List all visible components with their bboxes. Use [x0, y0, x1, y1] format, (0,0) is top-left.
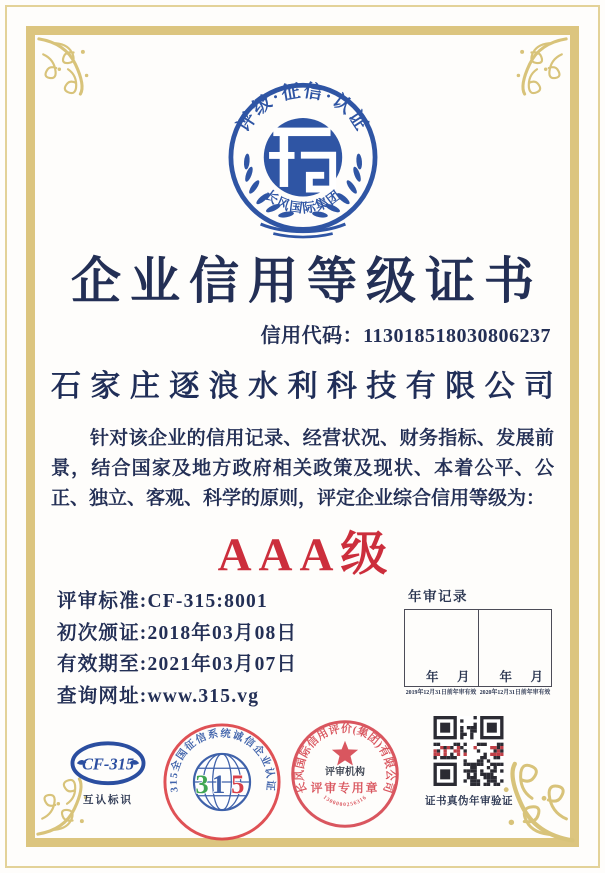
- svg-text:1300000256316: [322, 795, 369, 809]
- credit-code: 信用代码：113018518030806237: [260, 325, 551, 347]
- cf315-badge-text: CF-315: [81, 754, 135, 774]
- detail-query-url: 查询网址:www.315.vg: [57, 685, 260, 707]
- annual-review-notes: [404, 687, 552, 696]
- corner-flourish-icon: [37, 37, 99, 99]
- company-name: 石家庄逐浪水利科技有限公司: [51, 370, 554, 403]
- year-month-placeholder: 年 月: [499, 670, 546, 684]
- year-month-placeholder: 年 月: [425, 670, 473, 684]
- credit-rating-grade: AAA级: [217, 529, 395, 581]
- verification-qr-code: [431, 716, 506, 786]
- review-agency-seal: [288, 717, 402, 831]
- seal-purpose-text: 评审专用章: [310, 781, 380, 796]
- seal-ring-text: 长风国际信用评价(集团)有限公司: [294, 723, 396, 795]
- corner-flourish-icon: [506, 37, 568, 99]
- annual-review-cell: [405, 610, 479, 686]
- evaluation-paragraph: 针对该企业的信用记录、经营状况、财务指标、发展前景，结合国家及地方政府相关政策及现状、本着公平、公正、独立、客观、科学的原则，评定企业综合信用等级为：: [51, 428, 554, 509]
- detail-valid-until: 有效期至:2021年03月07日: [57, 654, 298, 675]
- issuer-emblem-logo: [197, 64, 409, 244]
- certificate-title: 企业信用等级证书: [71, 253, 543, 309]
- qr-verification-label: 证书真伪年审验证: [425, 796, 513, 807]
- globe-stamp-ring-text: 315全国征信系统诚信企业认证: [168, 728, 276, 793]
- seal-serial-number: 1300000256316: [321, 794, 369, 809]
- annual-review-table: [404, 609, 552, 687]
- emblem-arc-text: 评级·征信·认证: [232, 80, 373, 136]
- emblem-pedestal-arc: [273, 234, 332, 237]
- annual-review-panel: [404, 585, 554, 696]
- globe-315-stamp: [161, 721, 283, 843]
- review-agency-printed-label: 评审机构: [325, 766, 365, 778]
- star-icon: [332, 741, 358, 766]
- annual-review-cell: [479, 610, 552, 686]
- emblem-bottom-text: 长风国际集团: [261, 187, 344, 216]
- emblem-xin-mark: [263, 118, 341, 196]
- annual-review-title: 年审记录: [408, 589, 468, 604]
- detail-review-standard: 评审标准:CF-315:8001: [57, 591, 268, 612]
- review-note: 2019年12月31日前年审有效: [405, 690, 477, 696]
- certificate-details: [57, 586, 297, 712]
- cf315-badge: [69, 739, 147, 789]
- mutual-recognition-label: 互认标识: [83, 795, 133, 806]
- review-note: 2020年12月31日前年审有效: [479, 690, 551, 696]
- globe-315-digits: 3 1 5: [195, 768, 245, 799]
- detail-first-issued: 初次颁证:2018年03月08日: [57, 622, 298, 644]
